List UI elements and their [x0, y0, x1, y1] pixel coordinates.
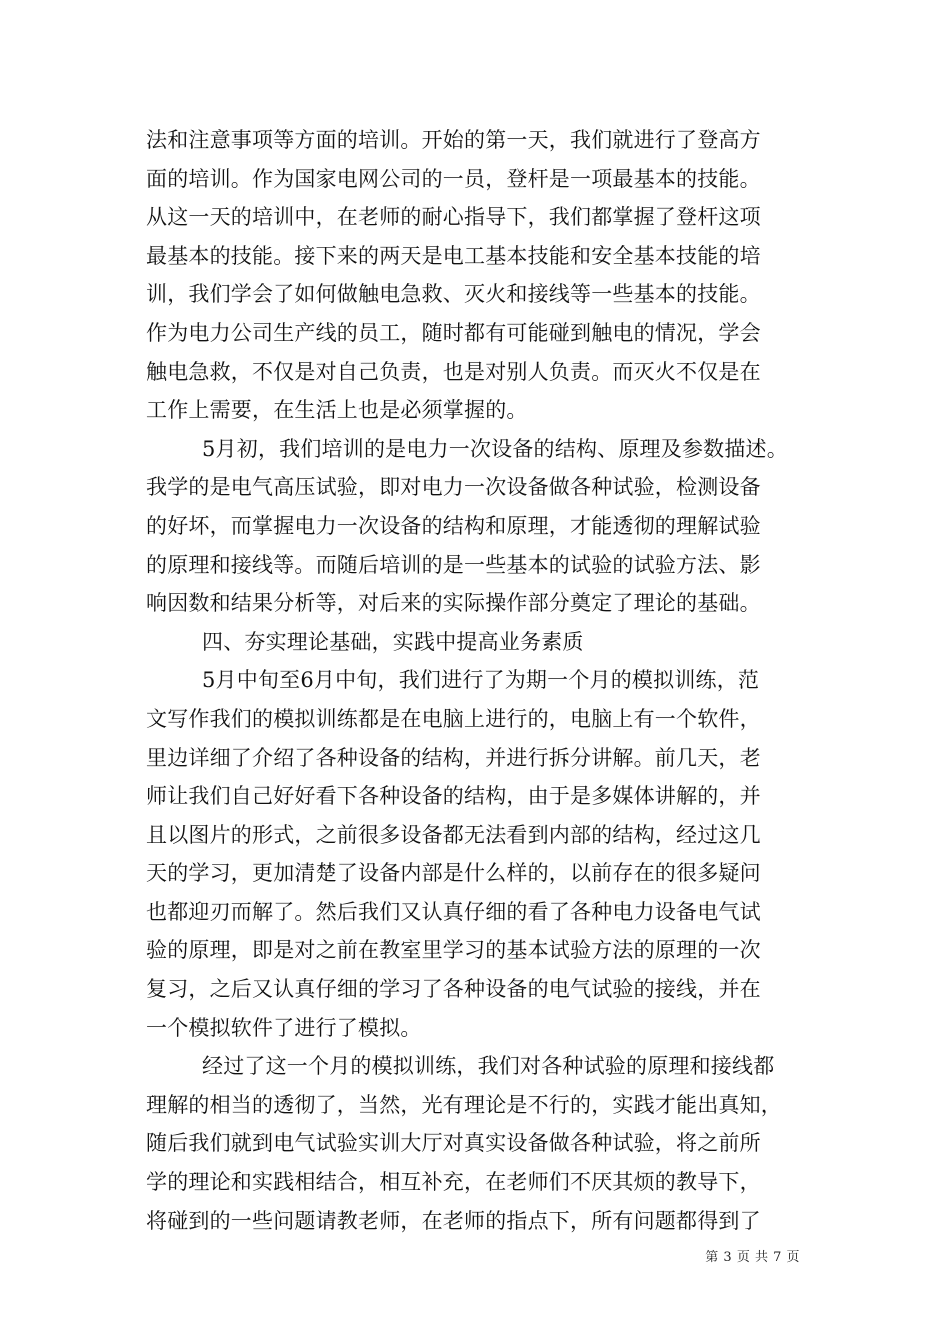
- text-line: 法和注意事项等方面的培训。开始的第一天，我们就进行了登高方: [146, 128, 761, 152]
- text-line: 作为电力公司生产线的员工，随时都有可能碰到触电的情况，学会: [146, 320, 761, 345]
- text-line: 文写作我们的模拟训练都是在电脑上进行的，电脑上有一个软件，: [146, 706, 761, 731]
- paragraph-start-line: 5月中旬至6月中旬，我们进行了为期一个月的模拟训练，范: [202, 668, 760, 693]
- page-number-footer: 第 3 页 共 7 页: [705, 1250, 800, 1265]
- text-line: 工作上需要，在生活上也是必须掌握的。: [146, 398, 528, 423]
- text-line: 里边详细了介绍了各种设备的结构，并进行拆分讲解。前几天，老: [146, 745, 761, 770]
- text-line: 也都迎刃而解了。然后我们又认真仔细的看了各种电力设备电气试: [146, 899, 761, 924]
- text-line: 学的理论和实践相结合，相互补充，在老师们不厌其烦的教导下，: [146, 1170, 761, 1195]
- text-line: 最基本的技能。接下来的两天是电工基本技能和安全基本技能的培: [146, 243, 761, 268]
- paragraph-start-line: 经过了这一个月的模拟训练，我们对各种试验的原理和接线都: [202, 1054, 775, 1079]
- text-line: 将碰到的一些问题请教老师，在老师的指点下，所有问题都得到了: [146, 1208, 761, 1233]
- text-line: 随后我们就到电气试验实训大厅对真实设备做各种试验，将之前所: [146, 1131, 761, 1156]
- text-line: 触电急救，不仅是对自己负责，也是对别人负责。而灭火不仅是在: [146, 359, 761, 384]
- text-line: 复习，之后又认真仔细的学习了各种设备的电气试验的接线，并在: [146, 977, 761, 1002]
- text-line: 从这一天的培训中，在老师的耐心指导下，我们都掌握了登杆这项: [146, 205, 761, 230]
- paragraph-start-line: 5月初，我们培训的是电力一次设备的结构、原理及参数描述。: [202, 436, 788, 461]
- text-line: 师让我们自己好好看下各种设备的结构，由于是多媒体讲解的，并: [146, 784, 761, 809]
- text-line: 且以图片的形式，之前很多设备都无法看到内部的结构，经过这几: [146, 822, 761, 847]
- text-line: 的原理和接线等。而随后培训的是一些基本的试验的试验方法、影: [146, 552, 761, 577]
- text-line: 训，我们学会了如何做触电急救、灭火和接线等一些基本的技能。: [146, 282, 761, 307]
- text-line: 我学的是电气高压试验，即对电力一次设备做各种试验，检测设备: [146, 475, 761, 500]
- section-heading: 四、夯实理论基础，实践中提高业务素质: [202, 629, 584, 654]
- text-line: 响因数和结果分析等，对后来的实际操作部分奠定了理论的基础。: [146, 591, 761, 616]
- text-line: 理解的相当的透彻了，当然，光有理论是不行的，实践才能出真知，: [146, 1092, 782, 1117]
- text-line: 天的学习，更加清楚了设备内部是什么样的，以前存在的很多疑问: [146, 861, 761, 886]
- text-line: 面的培训。作为国家电网公司的一员，登杆是一项最基本的技能。: [146, 166, 761, 191]
- text-line: 的好坏，而掌握电力一次设备的结构和原理，才能透彻的理解试验: [146, 513, 761, 538]
- document-body: [146, 121, 818, 1240]
- text-line: 验的原理，即是对之前在教室里学习的基本试验方法的原理的一次: [146, 938, 761, 963]
- text-line: 一个模拟软件了进行了模拟。: [146, 1015, 422, 1040]
